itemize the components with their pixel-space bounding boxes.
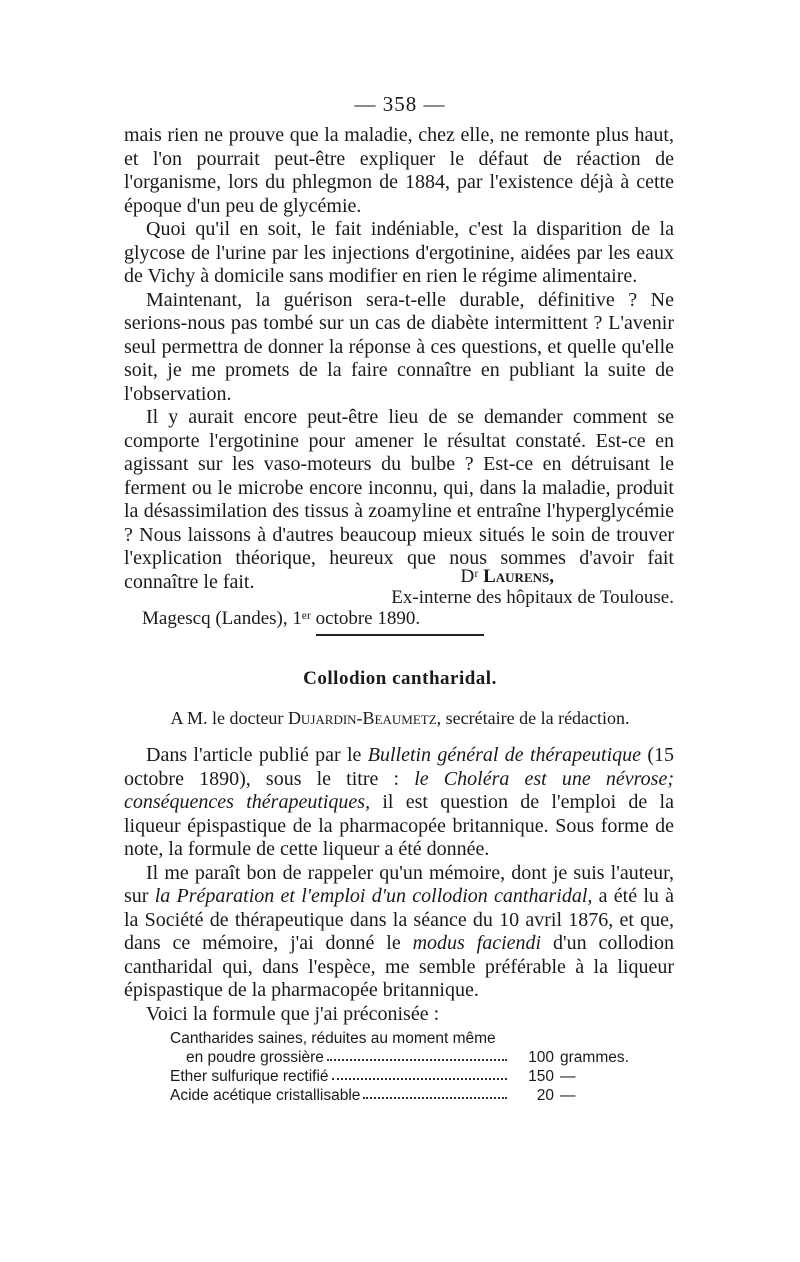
unit: — [560,1087,576,1104]
letter-body [124,744,674,1026]
paragraph: Voici la formule que j'ai préconisée : [146,1002,440,1025]
paragraph: Maintenant, la guérison sera-t-elle durable, définitive ? Ne serions-nous pas tombé sur un cas de diabète intermittent ? L'avenir seul permettra de donner la réponse à ces questions, et quelle qu'elle soit, je me promets de la faire connaître en publiant la suite de l'observation. [124,288,674,405]
address-name: Dujardin-Beaumetz, [287,708,442,728]
letter-address [0,708,800,729]
address-suffix: secrétaire de la rédaction. [445,708,630,728]
text-run: (15 octobre 1890), sous le titre : [124,744,674,790]
author-title: Dʳ [460,566,479,587]
author-role: Ex-interne des hôpitaux de Toulouse. [391,587,674,608]
paragraph [124,744,674,862]
formula-heading: Cantharides saines, réduites au moment même [170,1030,496,1047]
formula-row [170,1086,640,1105]
dot-leader [332,1066,507,1080]
formula-row [170,1067,640,1086]
paragraph: mais rien ne prouve que la maladie, chez elle, ne remonte plus haut, et l'on pourrait peut-être expliquer le défaut de réaction de l'organisme, lors du phlegmon de 1884, par l'existence déjà à cette époque d'un peu de glycémie. [124,124,674,217]
paragraph [124,862,674,1003]
paragraph: Il y aurait encore peut-être lieu de se demander comment se comporte l'ergotinine pour amener le résultat constaté. Est-ce en agissant sur les vaso-moteurs du bulbe ? Est-ce en détruisant le ferment ou le microbe encore inconnu, qui, dans la maladie, produit la désassimilation des tissus à zoamyline et entraîne l'hyperglycémie ? Nous laissons à d'autres beaucoup mieux situés le soin de trouver l'explication théorique, heureux que nous sommes d'avoir fait connaître le fait. [124,406,674,593]
ingredient: Acide acétique cristallisable [170,1087,361,1104]
memoir-title: la Préparation et l'emploi d'un collodion cantharidal, [154,885,593,907]
quantity: 150 [528,1068,554,1085]
dot-leader [363,1085,507,1099]
author-surname: Laurens, [483,566,554,587]
quantity: 100 [528,1049,554,1066]
formula-row [170,1048,640,1067]
ingredient: en poudre grossière [186,1049,324,1066]
page-number: — 358 — [354,92,446,116]
section-divider [316,634,484,636]
text-run: Dans l'article publié par le [146,744,368,766]
journal-title: Bulletin général de thérapeutique [367,744,642,766]
address-prefix: A M. le docteur [170,708,284,728]
article-conclusion [124,124,674,594]
text-run: Il me paraît bon de rappeler qu'un mémoire, dont je suis l'auteur, sur [124,861,674,907]
article-title: le Choléra est une névrose; conséquences thérapeutiques, [124,767,674,813]
unit: — [560,1068,576,1085]
text-run: d'un collodion cantharidal qui, dans l'espèce, me semble préférable à la liqueur épispastique de la pharmacopée britannique. [124,932,674,1001]
formula-table [170,1030,640,1105]
latin-phrase: modus faciendi [412,932,542,954]
text-run: il est question de l'emploi de la liqueur épispastique de la pharmacopée britannique. Sous forme de note, la formule de cette liqueur a été donnée. [124,791,674,860]
author-name [124,566,674,587]
ingredient: Ether sulfurique rectifié [170,1068,329,1085]
dot-leader [327,1047,507,1061]
paragraph: Quoi qu'il en soit, le fait indéniable, c'est la disparition de la glycose de l'urine par les injections d'ergotinine, aidées par les eaux de Vichy à domicile sans modifier en rien le régime alimentaire. [124,218,674,287]
signature-block [124,566,674,629]
quantity: 20 [536,1087,554,1104]
place-date: Magescq (Landes), 1ᵉʳ octobre 1890. [142,608,421,629]
unit: grammes. [560,1049,629,1066]
formula-line [170,1030,640,1048]
text-run: a été lu à la Société de thérapeutique dans la séance du 10 avril 1876, et que, dans ce mémoire, j'ai donné le [124,885,675,954]
section-title: Collodion cantharidal. [303,668,497,689]
